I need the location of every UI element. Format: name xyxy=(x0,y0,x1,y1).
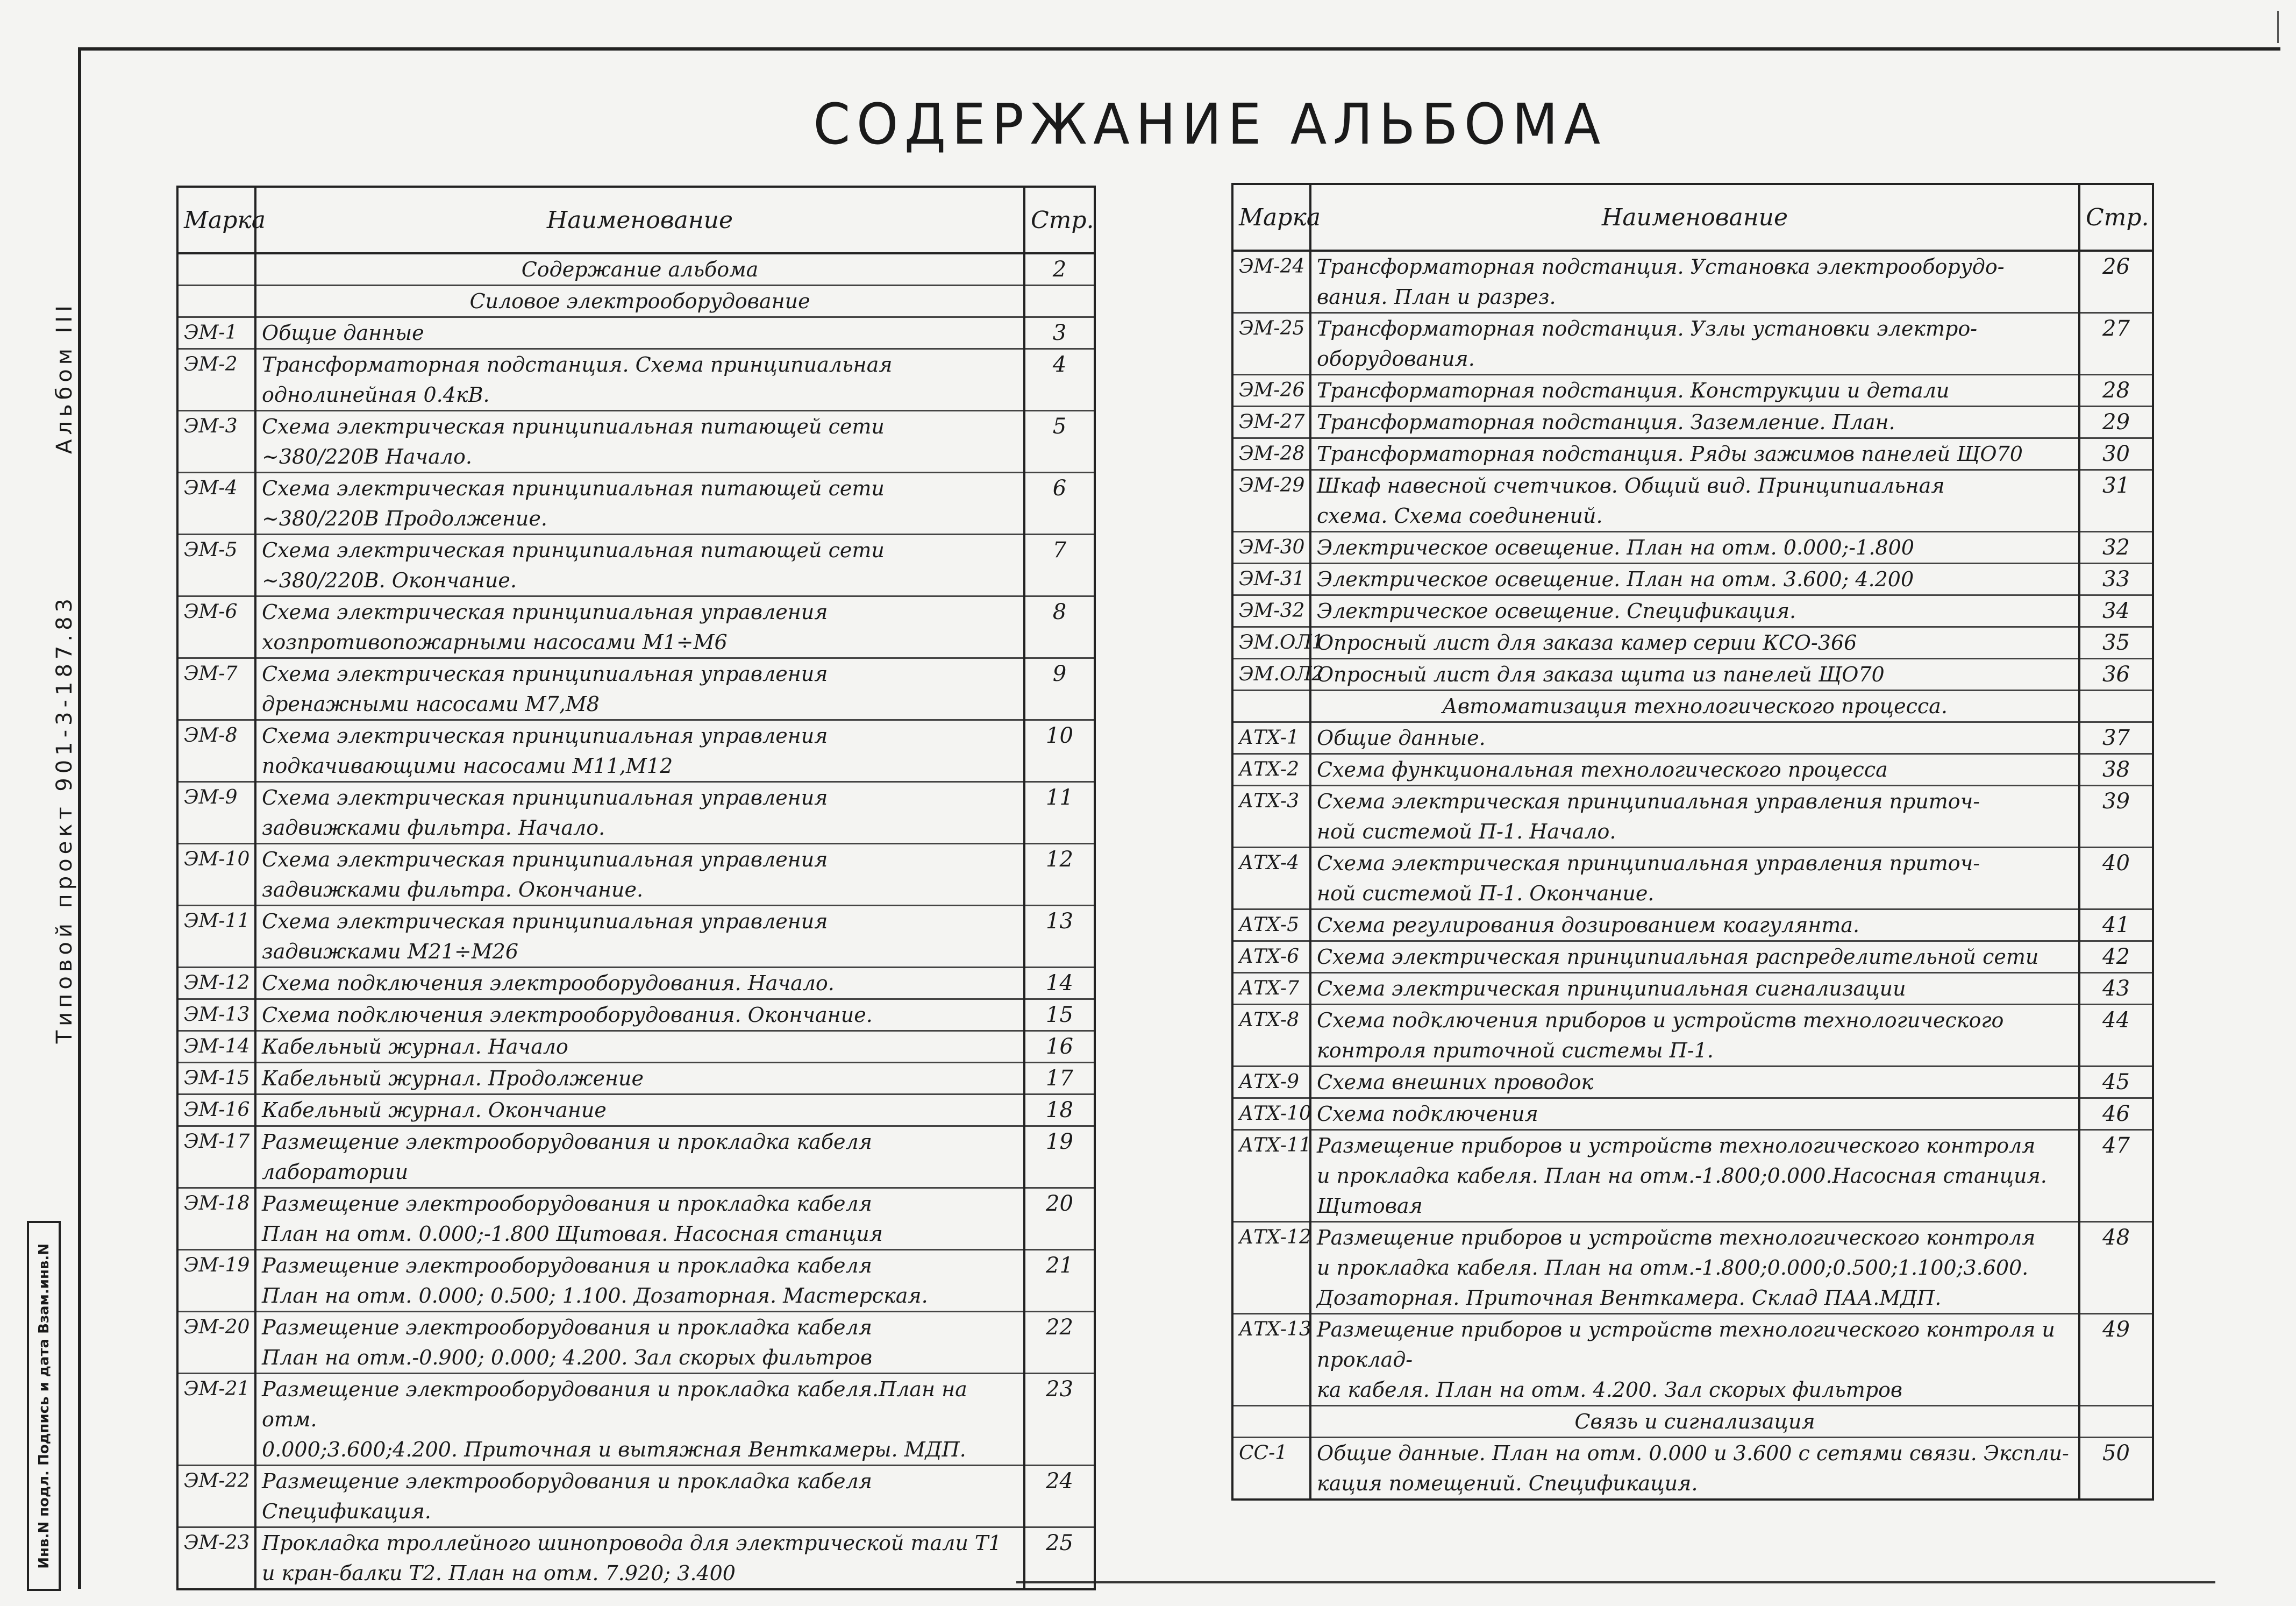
contents-row xyxy=(177,1250,1095,1312)
sheet-title: Размещение электрооборудования и прокладка кабеля Спецификация. xyxy=(255,1466,1024,1527)
sheet-code: ЭМ-13 xyxy=(177,999,255,1031)
page-number: 20 xyxy=(1024,1188,1095,1250)
sheet-code xyxy=(1232,1406,1310,1438)
sheet-title: Схема электрическая принципиальная распределительной сети xyxy=(1310,941,2079,973)
section-heading-row xyxy=(177,253,1095,286)
section-heading: Связь и сигнализация xyxy=(1310,1406,2079,1438)
contents-row xyxy=(177,349,1095,411)
contents-row xyxy=(177,1063,1095,1095)
sheet-code xyxy=(177,253,255,286)
contents-row xyxy=(1232,407,2153,438)
sheet-code: ЭМ.ОЛ2 xyxy=(1232,659,1310,691)
sheet-code: ЭМ-30 xyxy=(1232,532,1310,564)
sheet-title: Схема электрическая принципиальная управления хозпротивопожарными насосами М1÷М6 xyxy=(255,596,1024,658)
contents-row xyxy=(177,317,1095,349)
contents-row xyxy=(1232,1130,2153,1222)
sheet-title: Трансформаторная подстанция. Схема принципиальная однолинейная 0.4кВ. xyxy=(255,349,1024,411)
contents-row xyxy=(1232,722,2153,754)
page-number: 25 xyxy=(1024,1527,1095,1590)
sheet-code: ЭМ-20 xyxy=(177,1312,255,1374)
sheet-code: ЭМ-15 xyxy=(177,1063,255,1095)
page-number: 45 xyxy=(2079,1067,2153,1098)
page-number: 30 xyxy=(2079,438,2153,470)
contents-row xyxy=(177,1126,1095,1188)
contents-row xyxy=(177,1527,1095,1590)
sheet-title: Кабельный журнал. Окончание xyxy=(255,1095,1024,1126)
section-heading-row xyxy=(177,286,1095,317)
page-number: 34 xyxy=(2079,595,2153,627)
contents-row xyxy=(1232,909,2153,941)
contents-row xyxy=(1232,1067,2153,1098)
sheet-title: Схема электрическая принципиальная сигнализации xyxy=(1310,973,2079,1005)
sheet-code: ЭМ-14 xyxy=(177,1031,255,1063)
contents-row xyxy=(1232,438,2153,470)
contents-row xyxy=(1232,941,2153,973)
sheet-code: ЭМ-7 xyxy=(177,658,255,720)
page-number xyxy=(2079,691,2153,722)
page-title: СОДЕРЖАНИЕ АЛЬБОМА xyxy=(813,91,1607,157)
sheet-code: ЭМ-3 xyxy=(177,411,255,473)
sheet-title: Прокладка троллейного шинопровода для электрической тали Т1 и кран-балки Т2. План на отм. 7.920; 3.400 xyxy=(255,1527,1024,1590)
sheet-title: Трансформаторная подстанция. Узлы установки электро- оборудования. xyxy=(1310,313,2079,375)
sheet-title: Схема подключения электрооборудования. Начало. xyxy=(255,968,1024,999)
sheet-title: Размещение приборов и устройств технологического контроля и прокладка кабеля. План на отм.-1.800;0.000;0.500;1.100;3.600. Дозаторная. Приточная Венткамера. Склад ПАА.МДП. xyxy=(1310,1222,2079,1314)
sheet-title: Общие данные. xyxy=(1310,722,2079,754)
contents-row xyxy=(1232,313,2153,375)
sheet-code: ЭМ-10 xyxy=(177,844,255,906)
corner-mark xyxy=(2245,11,2279,43)
sheet-code: ЭМ-1 xyxy=(177,317,255,349)
sheet-code: АТХ-12 xyxy=(1232,1222,1310,1314)
project-label: Типовой проект 901-3-187.83 xyxy=(52,594,77,1043)
page-number: 13 xyxy=(1024,906,1095,968)
page-number: 46 xyxy=(2079,1098,2153,1130)
section-heading-row xyxy=(1232,1406,2153,1438)
sheet-title: Опросный лист для заказа камер серии КСО-366 xyxy=(1310,627,2079,659)
page-number: 40 xyxy=(2079,848,2153,909)
sheet-title: Схема электрическая принципиальная управления задвижками фильтра. Окончание. xyxy=(255,844,1024,906)
contents-table-left xyxy=(176,186,1096,1590)
page-number xyxy=(1024,286,1095,317)
sheet-code: СС-1 xyxy=(1232,1438,1310,1500)
sheet-code: ЭМ-18 xyxy=(177,1188,255,1250)
approval-stamp-block xyxy=(27,1221,61,1591)
page-number: 8 xyxy=(1024,596,1095,658)
sheet-code xyxy=(1232,691,1310,722)
sheet-title: Трансформаторная подстанция. Установка электрооборудо- вания. План и разрез. xyxy=(1310,251,2079,313)
contents-row xyxy=(177,411,1095,473)
contents-row xyxy=(1232,848,2153,909)
bottom-border-line xyxy=(1016,1581,2215,1583)
page-number: 2 xyxy=(1024,253,1095,286)
sheet-code: ЭМ-32 xyxy=(1232,595,1310,627)
contents-row xyxy=(1232,627,2153,659)
page-number: 22 xyxy=(1024,1312,1095,1374)
sheet-title: Размещение электрооборудования и прокладка кабеля План на отм. 0.000; 0.500; 1.100. Дозаторная. Мастерская. xyxy=(255,1250,1024,1312)
contents-body-left xyxy=(177,253,1095,1589)
page-number: 49 xyxy=(2079,1314,2153,1406)
page-number: 37 xyxy=(2079,722,2153,754)
sheet-title: Схема подключения приборов и устройств технологического контроля приточной системы П-1. xyxy=(1310,1005,2079,1067)
page-number: 5 xyxy=(1024,411,1095,473)
sheet-title: Электрическое освещение. План на отм. 3.600; 4.200 xyxy=(1310,564,2079,595)
sheet-code: ЭМ-31 xyxy=(1232,564,1310,595)
sheet-title: Схема электрическая принципиальная питающей сети ~380/220В. Окончание. xyxy=(255,535,1024,596)
sheet-title: Схема подключения электрооборудования. Окончание. xyxy=(255,999,1024,1031)
sheet-title: Схема регулирования дозированием коагулянта. xyxy=(1310,909,2079,941)
sheet-title: Трансформаторная подстанция. Конструкции и детали xyxy=(1310,375,2079,407)
header-name: Наименование xyxy=(1310,184,2079,251)
page-number: 35 xyxy=(2079,627,2153,659)
sheet-title: Размещение электрооборудования и прокладка кабеля лаборатории xyxy=(255,1126,1024,1188)
sheet-code: ЭМ-4 xyxy=(177,473,255,535)
contents-row xyxy=(1232,375,2153,407)
page-number: 43 xyxy=(2079,973,2153,1005)
contents-row xyxy=(177,1466,1095,1527)
contents-body-right xyxy=(1232,251,2153,1500)
sheet-title: Шкаф навесной счетчиков. Общий вид. Принципиальная схема. Схема соединений. xyxy=(1310,470,2079,532)
sheet-title: Размещение электрооборудования и прокладка кабеля.План на отм. 0.000;3.600;4.200. Приточная и вытяжная Венткамеры. МДП. xyxy=(255,1374,1024,1466)
contents-row xyxy=(1232,1222,2153,1314)
sheet-code: ЭМ-2 xyxy=(177,349,255,411)
page-number: 29 xyxy=(2079,407,2153,438)
sheet-title: Схема внешних проводок xyxy=(1310,1067,2079,1098)
sheet-title: Схема электрическая принципиальная управления приточ- ной системой П-1. Окончание. xyxy=(1310,848,2079,909)
page-number: 6 xyxy=(1024,473,1095,535)
header-name: Наименование xyxy=(255,187,1024,253)
sheet-code: ЭМ-23 xyxy=(177,1527,255,1590)
contents-row xyxy=(1232,754,2153,786)
section-heading-row xyxy=(1232,691,2153,722)
page-number: 24 xyxy=(1024,1466,1095,1527)
sheet-code: ЭМ-21 xyxy=(177,1374,255,1466)
contents-row xyxy=(177,999,1095,1031)
contents-row xyxy=(177,1095,1095,1126)
sheet-code: АТХ-4 xyxy=(1232,848,1310,909)
sheet-code: ЭМ-16 xyxy=(177,1095,255,1126)
section-heading: Автоматизация технологического процесса. xyxy=(1310,691,2079,722)
sheet-code xyxy=(177,286,255,317)
contents-row xyxy=(177,473,1095,535)
page-number: 7 xyxy=(1024,535,1095,596)
album-label: Альбом III xyxy=(52,301,77,454)
sheet-code: ЭМ-11 xyxy=(177,906,255,968)
sheet-code: АТХ-13 xyxy=(1232,1314,1310,1406)
page-number: 23 xyxy=(1024,1374,1095,1466)
sheet-title: Опросный лист для заказа щита из панелей ЩО70 xyxy=(1310,659,2079,691)
page-number: 16 xyxy=(1024,1031,1095,1063)
sheet-title: Общие данные. План на отм. 0.000 и 3.600 с сетями связи. Экспли- кация помещений. Спецификация. xyxy=(1310,1438,2079,1500)
sheet-code: ЭМ-24 xyxy=(1232,251,1310,313)
sheet-code: ЭМ-8 xyxy=(177,720,255,782)
sheet-title: Схема функциональная технологического процесса xyxy=(1310,754,2079,786)
sheet-code: ЭМ-9 xyxy=(177,782,255,844)
contents-row xyxy=(1232,1098,2153,1130)
sheet-title: Схема подключения xyxy=(1310,1098,2079,1130)
sheet-title: Трансформаторная подстанция. Ряды зажимов панелей ЩО70 xyxy=(1310,438,2079,470)
page-number: 11 xyxy=(1024,782,1095,844)
page-number: 38 xyxy=(2079,754,2153,786)
page-number: 36 xyxy=(2079,659,2153,691)
contents-row xyxy=(177,535,1095,596)
page-number: 21 xyxy=(1024,1250,1095,1312)
contents-row xyxy=(1232,1438,2153,1500)
section-heading: Содержание альбома xyxy=(255,253,1024,286)
contents-row xyxy=(177,596,1095,658)
page-number: 26 xyxy=(2079,251,2153,313)
page-number: 39 xyxy=(2079,786,2153,848)
page-number: 47 xyxy=(2079,1130,2153,1222)
sheet-code: АТХ-11 xyxy=(1232,1130,1310,1222)
page-number: 4 xyxy=(1024,349,1095,411)
sheet-code: АТХ-6 xyxy=(1232,941,1310,973)
contents-row xyxy=(1232,564,2153,595)
contents-row xyxy=(177,906,1095,968)
page-number: 19 xyxy=(1024,1126,1095,1188)
contents-row xyxy=(177,720,1095,782)
contents-row xyxy=(1232,532,2153,564)
sheet-code: АТХ-8 xyxy=(1232,1005,1310,1067)
sheet-code: ЭМ-22 xyxy=(177,1466,255,1527)
sheet-code: АТХ-7 xyxy=(1232,973,1310,1005)
sheet-code: ЭМ-17 xyxy=(177,1126,255,1188)
contents-row xyxy=(1232,595,2153,627)
contents-row xyxy=(1232,786,2153,848)
sheet-code: ЭМ-5 xyxy=(177,535,255,596)
contents-row xyxy=(1232,1314,2153,1406)
sheet-code: ЭМ-26 xyxy=(1232,375,1310,407)
contents-row xyxy=(177,1374,1095,1466)
page-number: 14 xyxy=(1024,968,1095,999)
contents-row xyxy=(1232,973,2153,1005)
contents-row xyxy=(1232,470,2153,532)
sheet-title: Схема электрическая принципиальная питающей сети ~380/220В Начало. xyxy=(255,411,1024,473)
sheet-title: Размещение электрооборудования и прокладка кабеля План на отм. 0.000;-1.800 Щитовая. Насосная станция xyxy=(255,1188,1024,1250)
page-number: 3 xyxy=(1024,317,1095,349)
contents-row xyxy=(177,1031,1095,1063)
sheet-title: Размещение электрооборудования и прокладка кабеля План на отм.-0.900; 0.000; 4.200. Зал скорых фильтров xyxy=(255,1312,1024,1374)
page-number: 41 xyxy=(2079,909,2153,941)
contents-row xyxy=(1232,1005,2153,1067)
sheet-title: Общие данные xyxy=(255,317,1024,349)
contents-row xyxy=(177,1312,1095,1374)
page-number: 48 xyxy=(2079,1222,2153,1314)
sheet-title: Схема электрическая принципиальная управления дренажными насосами М7,М8 xyxy=(255,658,1024,720)
page-number: 9 xyxy=(1024,658,1095,720)
page-number: 50 xyxy=(2079,1438,2153,1500)
sheet-title: Схема электрическая принципиальная управления задвижками М21÷М26 xyxy=(255,906,1024,968)
page-number xyxy=(2079,1406,2153,1438)
header-code: Марка xyxy=(177,187,255,253)
sheet-code: АТХ-9 xyxy=(1232,1067,1310,1098)
sheet-title: Схема электрическая принципиальная питающей сети ~380/220В Продолжение. xyxy=(255,473,1024,535)
header-page: Стр. xyxy=(1024,187,1095,253)
header-page: Стр. xyxy=(2079,184,2153,251)
page-number: 17 xyxy=(1024,1063,1095,1095)
contents-row xyxy=(177,658,1095,720)
sheet-title: Схема электрическая принципиальная управления подкачивающими насосами М11,М12 xyxy=(255,720,1024,782)
sheet-code: ЭМ-27 xyxy=(1232,407,1310,438)
sheet-code: ЭМ-25 xyxy=(1232,313,1310,375)
header-code: Марка xyxy=(1232,184,1310,251)
page-number: 10 xyxy=(1024,720,1095,782)
contents-row xyxy=(1232,659,2153,691)
page-number: 18 xyxy=(1024,1095,1095,1126)
page-number: 42 xyxy=(2079,941,2153,973)
page-number: 32 xyxy=(2079,532,2153,564)
sheet-code: ЭМ.ОЛ1 xyxy=(1232,627,1310,659)
sheet-code: АТХ-1 xyxy=(1232,722,1310,754)
sheet-title: Кабельный журнал. Продолжение xyxy=(255,1063,1024,1095)
page-number: 33 xyxy=(2079,564,2153,595)
page-number: 12 xyxy=(1024,844,1095,906)
contents-row xyxy=(1232,251,2153,313)
sheet-title: Трансформаторная подстанция. Заземление. План. xyxy=(1310,407,2079,438)
sheet-title: Электрическое освещение. Спецификация. xyxy=(1310,595,2079,627)
sheet-code: ЭМ-6 xyxy=(177,596,255,658)
sheet-title: Кабельный журнал. Начало xyxy=(255,1031,1024,1063)
contents-row xyxy=(177,1188,1095,1250)
contents-row xyxy=(177,844,1095,906)
contents-row xyxy=(177,968,1095,999)
sheet-title: Размещение приборов и устройств технологического контроля и проклад- ка кабеля. План на отм. 4.200. Зал скорых фильтров xyxy=(1310,1314,2079,1406)
sheet-title: Схема электрическая принципиальная управления приточ- ной системой П-1. Начало. xyxy=(1310,786,2079,848)
section-heading: Силовое электрооборудование xyxy=(255,286,1024,317)
page-number: 15 xyxy=(1024,999,1095,1031)
sheet-code: АТХ-3 xyxy=(1232,786,1310,848)
side-stamp xyxy=(30,301,99,1043)
page-number: 27 xyxy=(2079,313,2153,375)
sheet-code: ЭМ-28 xyxy=(1232,438,1310,470)
approval-stamp-text: Инв.N подл. Подпись и дата Взам.инв.N xyxy=(35,1243,52,1569)
contents-table-right xyxy=(1231,183,2154,1501)
sheet-title: Электрическое освещение. План на отм. 0.000;-1.800 xyxy=(1310,532,2079,564)
page-number: 44 xyxy=(2079,1005,2153,1067)
sheet-code: АТХ-5 xyxy=(1232,909,1310,941)
contents-row xyxy=(177,782,1095,844)
sheet-title: Схема электрическая принципиальная управления задвижками фильтра. Начало. xyxy=(255,782,1024,844)
sheet-code: АТХ-10 xyxy=(1232,1098,1310,1130)
sheet-code: ЭМ-19 xyxy=(177,1250,255,1312)
page-number: 31 xyxy=(2079,470,2153,532)
sheet-code: ЭМ-29 xyxy=(1232,470,1310,532)
page-number: 28 xyxy=(2079,375,2153,407)
sheet-title: Размещение приборов и устройств технологического контроля и прокладка кабеля. План на отм.-1.800;0.000.Насосная станция. Щитовая xyxy=(1310,1130,2079,1222)
sheet-code: АТХ-2 xyxy=(1232,754,1310,786)
sheet-code: ЭМ-12 xyxy=(177,968,255,999)
